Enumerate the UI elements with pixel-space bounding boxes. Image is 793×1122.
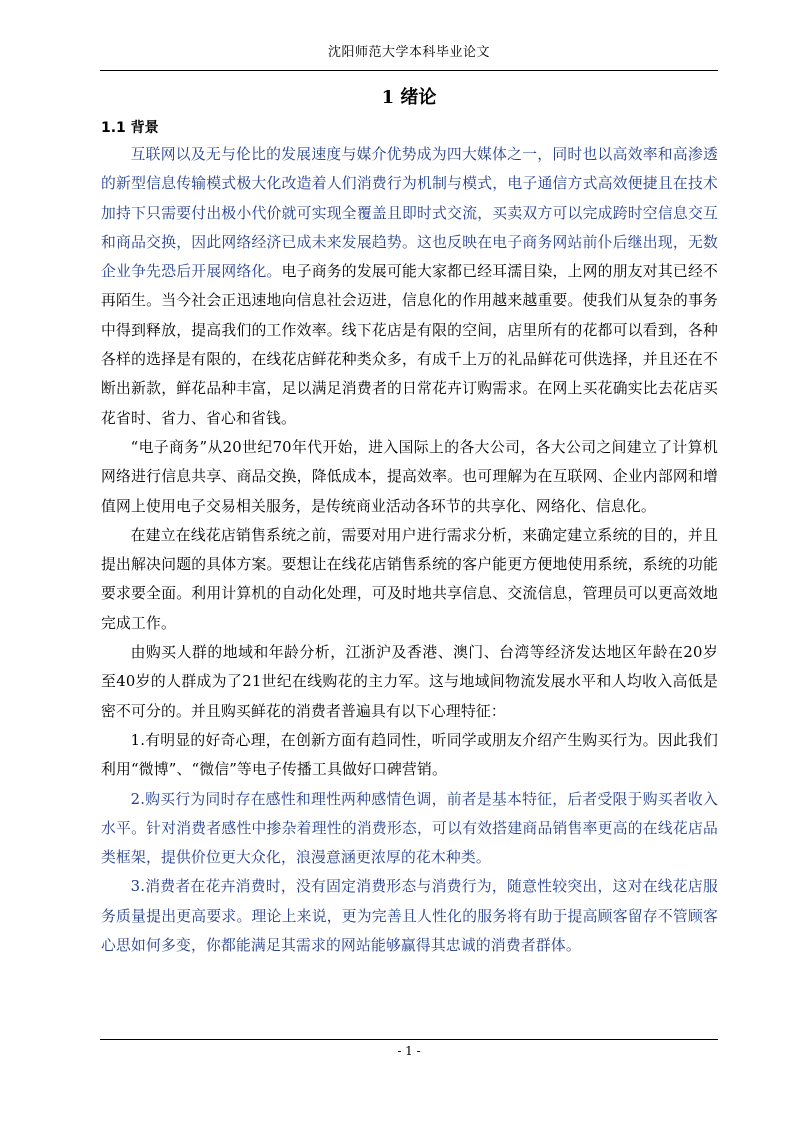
paragraph-intro: 互联网以及无与伦比的发展速度与媒介优势成为四大媒体之一，同时也以高效率和高渗透的新型信息传输模式极大化改造着人们消费行为机制与模式，电子通信方式高效便捷且在技术加持下只需要付出极小代价就可实现全覆盖且即时式交流，买卖双方可以完成跨时空信息交互和商品交换，因此网络经济已成未来发展趋势。这也反映在电子商务网站前仆后继出现，无数企业争先恐后开展网络化。	[101, 146, 718, 281]
chapter-title: 1 绪论	[381, 87, 437, 108]
section-title: 1.1 背景	[101, 120, 159, 136]
paragraph-background	[101, 140, 718, 433]
paragraph-buyers: 由购买人群的地域和年龄分析，江浙沪及香港、澳门、台湾等经济发达地区年龄在20岁至40岁的人群成为了21世纪在线购花的主力军。这与地域间物流发展水平和人均收入高低是密不可分的。并且购买鲜花的消费者普遍具有以下心理特征：	[101, 644, 718, 720]
paragraph-ecommerce: “电子商务”从20世纪70年代开始，进入国际上的各大公司，各大公司之间建立了计算机网络进行信息共享、商品交换，降低成本，提高效率。也可理解为在互联网、企业内部网和增值网上使用电子交易相关服务，是传统商业活动各环节的共享化、网络化、信息化。	[101, 438, 718, 515]
header-rule	[100, 70, 718, 71]
page-number: - 1 -	[397, 1044, 421, 1058]
list-item-2: 2.购买行为同时存在感性和理性两种感情色调，前者是基本特征，后者受限于购买者收入水平。针对消费者感性中掺杂着理性的消费形态，可以有效搭建商品销售率更高的在线花店品类框架，提供价位更大众化，浪漫意涵更浓厚的花木种类。	[101, 790, 718, 867]
list-item-1: 1.有明显的好奇心理，在创新方面有趋同性，听同学或朋友介绍产生购买行为。因此我们利用“微博”、“微信”等电子传播工具做好口碑营销。	[101, 731, 718, 779]
paragraph-system: 在建立在线花店销售系统之前，需要对用户进行需求分析，来确定建立系统的目的，并且提出解决问题的具体方案。要想让在线花店销售系统的客户能更方便地使用系统，系统的功能要求要全面。利用计算机的自动化处理，可及时地共享信息、交流信息，管理员可以更高效地完成工作。	[101, 526, 718, 632]
paragraph-intro-cont: 电子商务的发展可能大家都已经耳濡目染，上网的朋友对其已经不再陌生。当今社会正迅速地向信息社会迈进，信息化的作用越来越重要。使我们从复杂的事务中得到释放，提高我们的工作效率。线下花店是有限的空间，店里所有的花都可以看到，各种各样的选择是有限的，在线花店鲜花种类众多，有成千上万的礼品鲜花可供选择，并且还在不断出新款，鲜花品种丰富，足以满足消费者的日常花卉订购需求。在网上买花确实比去花店买花省时、省力、省心和省钱。	[101, 263, 718, 427]
page-header: 沈阳师范大学本科毕业论文	[327, 45, 490, 60]
footer-rule	[100, 1039, 718, 1040]
list-item-3: 3.消费者在花卉消费时，没有固定消费形态与消费行为，随意性较突出，这对在线花店服务质量提出更高要求。理论上来说，更为完善且人性化的服务将有助于提高顾客留存不管顾客心思如何多变，你都能满足其需求的网站能够赢得其忠诚的消费者群体。	[101, 878, 718, 955]
body-text	[101, 140, 718, 960]
